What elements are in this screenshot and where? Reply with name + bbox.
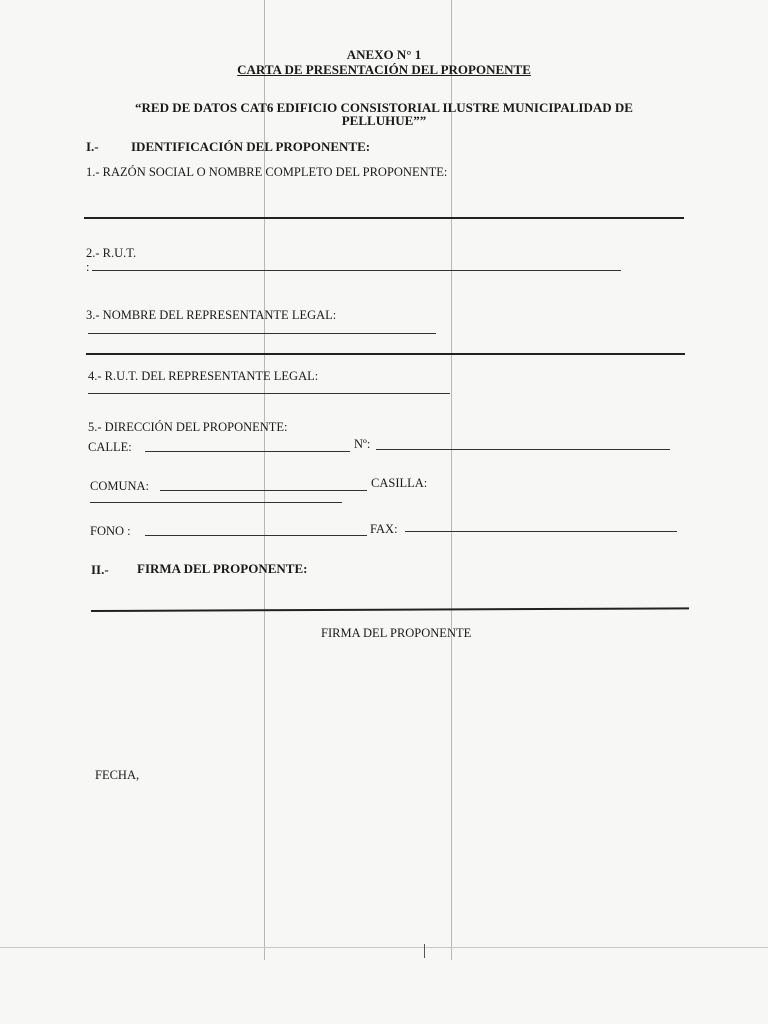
question-1-label: 1.- RAZÓN SOCIAL O NOMBRE COMPLETO DEL PROPONENTE: <box>86 165 448 179</box>
question-4-label: 4.- R.U.T. DEL REPRESENTANTE LEGAL: <box>88 369 319 383</box>
comuna-answer-line[interactable] <box>160 490 367 491</box>
question-5-label: 5.- DIRECCIÓN DEL PROPONENTE: <box>88 420 288 434</box>
calle-answer-line[interactable] <box>145 451 350 452</box>
numero-label: Nº: <box>354 437 371 451</box>
question-4-answer-line[interactable] <box>88 393 450 394</box>
project-title-line1: “RED DE DATOS CAT6 EDIFICIO CONSISTORIAL ILUSTRE MUNICIPALIDAD DE <box>135 100 633 115</box>
question-2-label: 2.- R.U.T. <box>86 246 137 260</box>
section1-title: IDENTIFICACIÓN DEL PROPONENTE: <box>131 139 371 154</box>
fax-label: FAX: <box>370 522 398 536</box>
project-title-line2: PELLUHUE”” <box>341 113 427 128</box>
annex-number: ANEXO N° 1 <box>346 47 422 62</box>
calle-label: CALLE: <box>88 440 132 454</box>
casilla-label: CASILLA: <box>371 476 428 490</box>
fono-answer-line[interactable] <box>145 535 367 536</box>
signature-caption: FIRMA DEL PROPONENTE <box>321 626 472 640</box>
section1-number: I.- <box>86 139 99 154</box>
comuna-label: COMUNA: <box>90 479 150 493</box>
scan-tick-mark <box>424 944 425 958</box>
question-1-answer-line[interactable] <box>84 217 684 219</box>
letter-title: CARTA DE PRESENTACIÓN DEL PROPONENTE <box>237 62 531 77</box>
question-3-answer-line-2[interactable] <box>86 353 685 355</box>
comuna-answer-line-2[interactable] <box>90 502 342 503</box>
question-2-answer-line[interactable] <box>92 270 621 271</box>
scan-edge-line <box>0 947 768 948</box>
signature-line[interactable] <box>91 607 689 612</box>
section2-number: II.- <box>91 562 109 577</box>
scan-fold-line-right <box>451 0 452 960</box>
numero-answer-line[interactable] <box>376 449 670 450</box>
question-3-answer-line[interactable] <box>88 333 436 334</box>
fax-answer-line[interactable] <box>405 531 677 532</box>
fecha-label: FECHA, <box>95 768 140 782</box>
question-2-colon: : <box>86 260 90 274</box>
question-3-label: 3.- NOMBRE DEL REPRESENTANTE LEGAL: <box>86 308 337 322</box>
section2-title: FIRMA DEL PROPONENTE: <box>137 561 308 576</box>
fono-label: FONO : <box>90 524 131 538</box>
